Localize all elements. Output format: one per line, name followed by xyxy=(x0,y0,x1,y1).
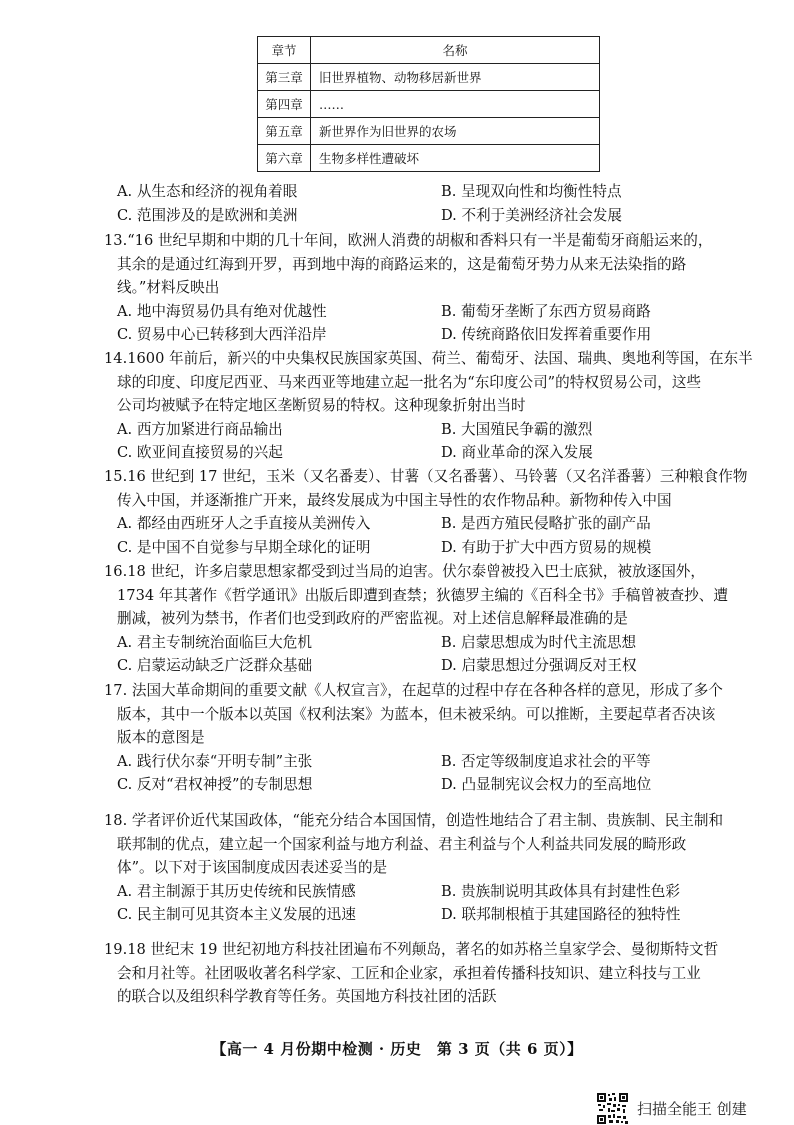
option-c: C. 启蒙运动缺乏广泛群众基础 xyxy=(117,657,313,675)
table-cell-title: 旧世界植物、动物移居新世界 xyxy=(311,64,600,91)
question-17-line-1: 17. 法国大革命期间的重要文献《人权宣言》，在起草的过程中存在各种各样的意见，形成了多个 xyxy=(104,682,723,699)
question-14 xyxy=(104,347,784,465)
question-14-line-1: 14.1600 年前后，新兴的中央集权民族国家英国、荷兰、葡萄牙、法国、瑞典、奥地利等国，在东半 xyxy=(104,350,753,367)
table-cell-title: 生物多样性遭破坏 xyxy=(311,145,600,172)
question-12-options xyxy=(117,180,777,227)
option-c: C. 贸易中心已转移到大西洋沿岸 xyxy=(117,326,327,344)
option-b: B. 是西方殖民侵略扩张的副产品 xyxy=(441,515,651,533)
table-cell-chapter: 第六章 xyxy=(258,145,311,172)
table-row xyxy=(258,64,600,91)
question-17 xyxy=(104,679,784,797)
option-b: B. 否定等级制度追求社会的平等 xyxy=(441,752,651,770)
question-18-line-1: 18. 学者评价近代某国政体，“能充分结合本国国情，创造性地结合了君主制、贵族制、民主制和 xyxy=(104,812,724,829)
question-13-line-3: 线。”材料反映出 xyxy=(117,279,220,297)
option-d: D. 凸显制宪议会权力的至高地位 xyxy=(441,776,652,794)
option-c: C. 范围涉及的是欧洲和美洲 xyxy=(117,206,298,224)
table-cell-title: …… xyxy=(311,91,600,118)
question-13-line-2: 其余的是通过红海到开罗，再到地中海的商路运来的，这是葡萄牙势力从来无法染指的路 xyxy=(117,255,687,273)
option-a: A. 地中海贸易仍具有绝对优越性 xyxy=(117,302,327,320)
option-b: B. 葡萄牙垄断了东西方贸易商路 xyxy=(441,302,651,320)
option-c: C. 反对“君权神授”的专制思想 xyxy=(117,776,313,794)
table-row xyxy=(258,118,600,145)
question-16 xyxy=(104,560,784,678)
table-cell-title: 新世界作为旧世界的农场 xyxy=(311,118,600,145)
question-16-line-2: 1734 年其著作《哲学通讯》出版后即遭到查禁；狄德罗主编的《百科全书》手稿曾被查抄、遭 xyxy=(117,586,728,604)
question-19 xyxy=(104,938,784,1009)
option-b: B. 大国殖民争霸的激烈 xyxy=(441,420,593,438)
table-header-chapter: 章节 xyxy=(258,37,311,64)
table-row xyxy=(258,91,600,118)
question-15 xyxy=(104,465,784,559)
option-a: A. 君主制源于其历史传统和民族情感 xyxy=(117,882,356,900)
option-b: B. 启蒙思想成为时代主流思想 xyxy=(441,633,637,651)
option-a: A. 都经由西班牙人之手直接从美洲传入 xyxy=(117,515,371,533)
option-d: D. 商业革命的深入发展 xyxy=(441,444,593,462)
chapter-table xyxy=(257,36,600,172)
question-18-line-3: 体”。以下对于该国制度成因表述妥当的是 xyxy=(117,859,388,877)
question-14-line-2: 球的印度、印度尼西亚、马来西亚等地建立起一批名为“东印度公司”的特权贸易公司，这些 xyxy=(117,373,702,391)
option-b: B. 贵族制说明其政体具有封建性色彩 xyxy=(441,882,680,900)
table-cell-chapter: 第五章 xyxy=(258,118,311,145)
option-a: A. 君主专制统治面临巨大危机 xyxy=(117,633,312,651)
question-19-line-3: 的联合以及组织科学教育等任务。英国地方科技社团的活跃 xyxy=(117,988,497,1006)
table-header-title: 名称 xyxy=(311,37,600,64)
table-header-row xyxy=(258,37,600,64)
question-14-line-3: 公司均被赋予在特定地区垄断贸易的特权。这种现象折射出当时 xyxy=(117,397,526,415)
option-c: C. 民主制可见其资本主义发展的迅速 xyxy=(117,906,356,924)
option-b: B. 呈现双向性和均衡性特点 xyxy=(441,183,622,200)
option-d: D. 启蒙思想过分强调反对王权 xyxy=(441,657,637,675)
question-16-line-1: 16.18 世纪，许多启蒙思想家都受到过当局的迫害。伏尔泰曾被投入巴士底狱，被放逐国外， xyxy=(104,563,705,580)
option-a: A. 践行伏尔泰“开明专制”主张 xyxy=(117,752,313,770)
question-17-line-2: 版本，其中一个版本以英国《权利法案》为蓝本，但未被采纳。可以推断，主要起草者否决该 xyxy=(117,705,716,723)
question-18-line-2: 联邦制的优点，建立起一个国家利益与地方利益、君主利益与个人利益共同发展的畸形政 xyxy=(117,835,687,853)
option-d: D. 有助于扩大中西方贸易的规模 xyxy=(441,538,652,556)
question-18 xyxy=(104,809,784,927)
scanner-label: 扫描全能王 创建 xyxy=(637,1100,747,1118)
question-17-line-3: 版本的意图是 xyxy=(117,729,205,747)
table-row xyxy=(258,145,600,172)
question-13-line-1: 13.“16 世纪早期和中期的几十年间，欧洲人消费的胡椒和香料只有一半是葡萄牙商船运来的， xyxy=(104,232,713,249)
question-19-line-2: 会和月社等。社团吸收著名科学家、工匠和企业家，承担着传播科技知识、建立科技与工业 xyxy=(117,964,701,982)
option-a: A. 从生态和经济的视角着眼 xyxy=(117,183,298,200)
option-c: C. 欧亚间直接贸易的兴起 xyxy=(117,444,283,462)
option-d: D. 联邦制根植于其建国路径的独特性 xyxy=(441,906,681,924)
option-c: C. 是中国不自觉参与早期全球化的证明 xyxy=(117,538,371,556)
option-a: A. 西方加紧进行商品输出 xyxy=(117,420,283,438)
question-19-line-1: 19.18 世纪末 19 世纪初地方科技社团遍布不列颠岛，著名的如苏格兰皇家学会、曼彻斯特文哲 xyxy=(104,941,719,958)
option-d: D. 传统商路依旧发挥着重要作用 xyxy=(441,326,652,344)
question-15-line-1: 15.16 世纪到 17 世纪，玉米（又名番麦）、甘薯（又名番薯）、马铃薯（又名洋番薯）三种粮食作物 xyxy=(104,468,748,485)
page-footer: 【高一 4 月份期中检测 · 历史 第 3 页（共 6 页）】 xyxy=(211,1040,583,1058)
question-15-line-2: 传入中国，并逐渐推广开来，最终发展成为中国主导性的农作物品种。新物种传入中国 xyxy=(117,491,672,509)
table-cell-chapter: 第四章 xyxy=(258,91,311,118)
table-cell-chapter: 第三章 xyxy=(258,64,311,91)
question-16-line-3: 删减，被列为禁书，作者们也受到政府的严密监视。对上述信息解释最准确的是 xyxy=(117,610,628,628)
question-13 xyxy=(104,229,784,347)
option-d: D. 不利于美洲经济社会发展 xyxy=(441,206,622,224)
scanner-watermark xyxy=(596,1092,747,1125)
qr-code-icon xyxy=(596,1092,629,1125)
